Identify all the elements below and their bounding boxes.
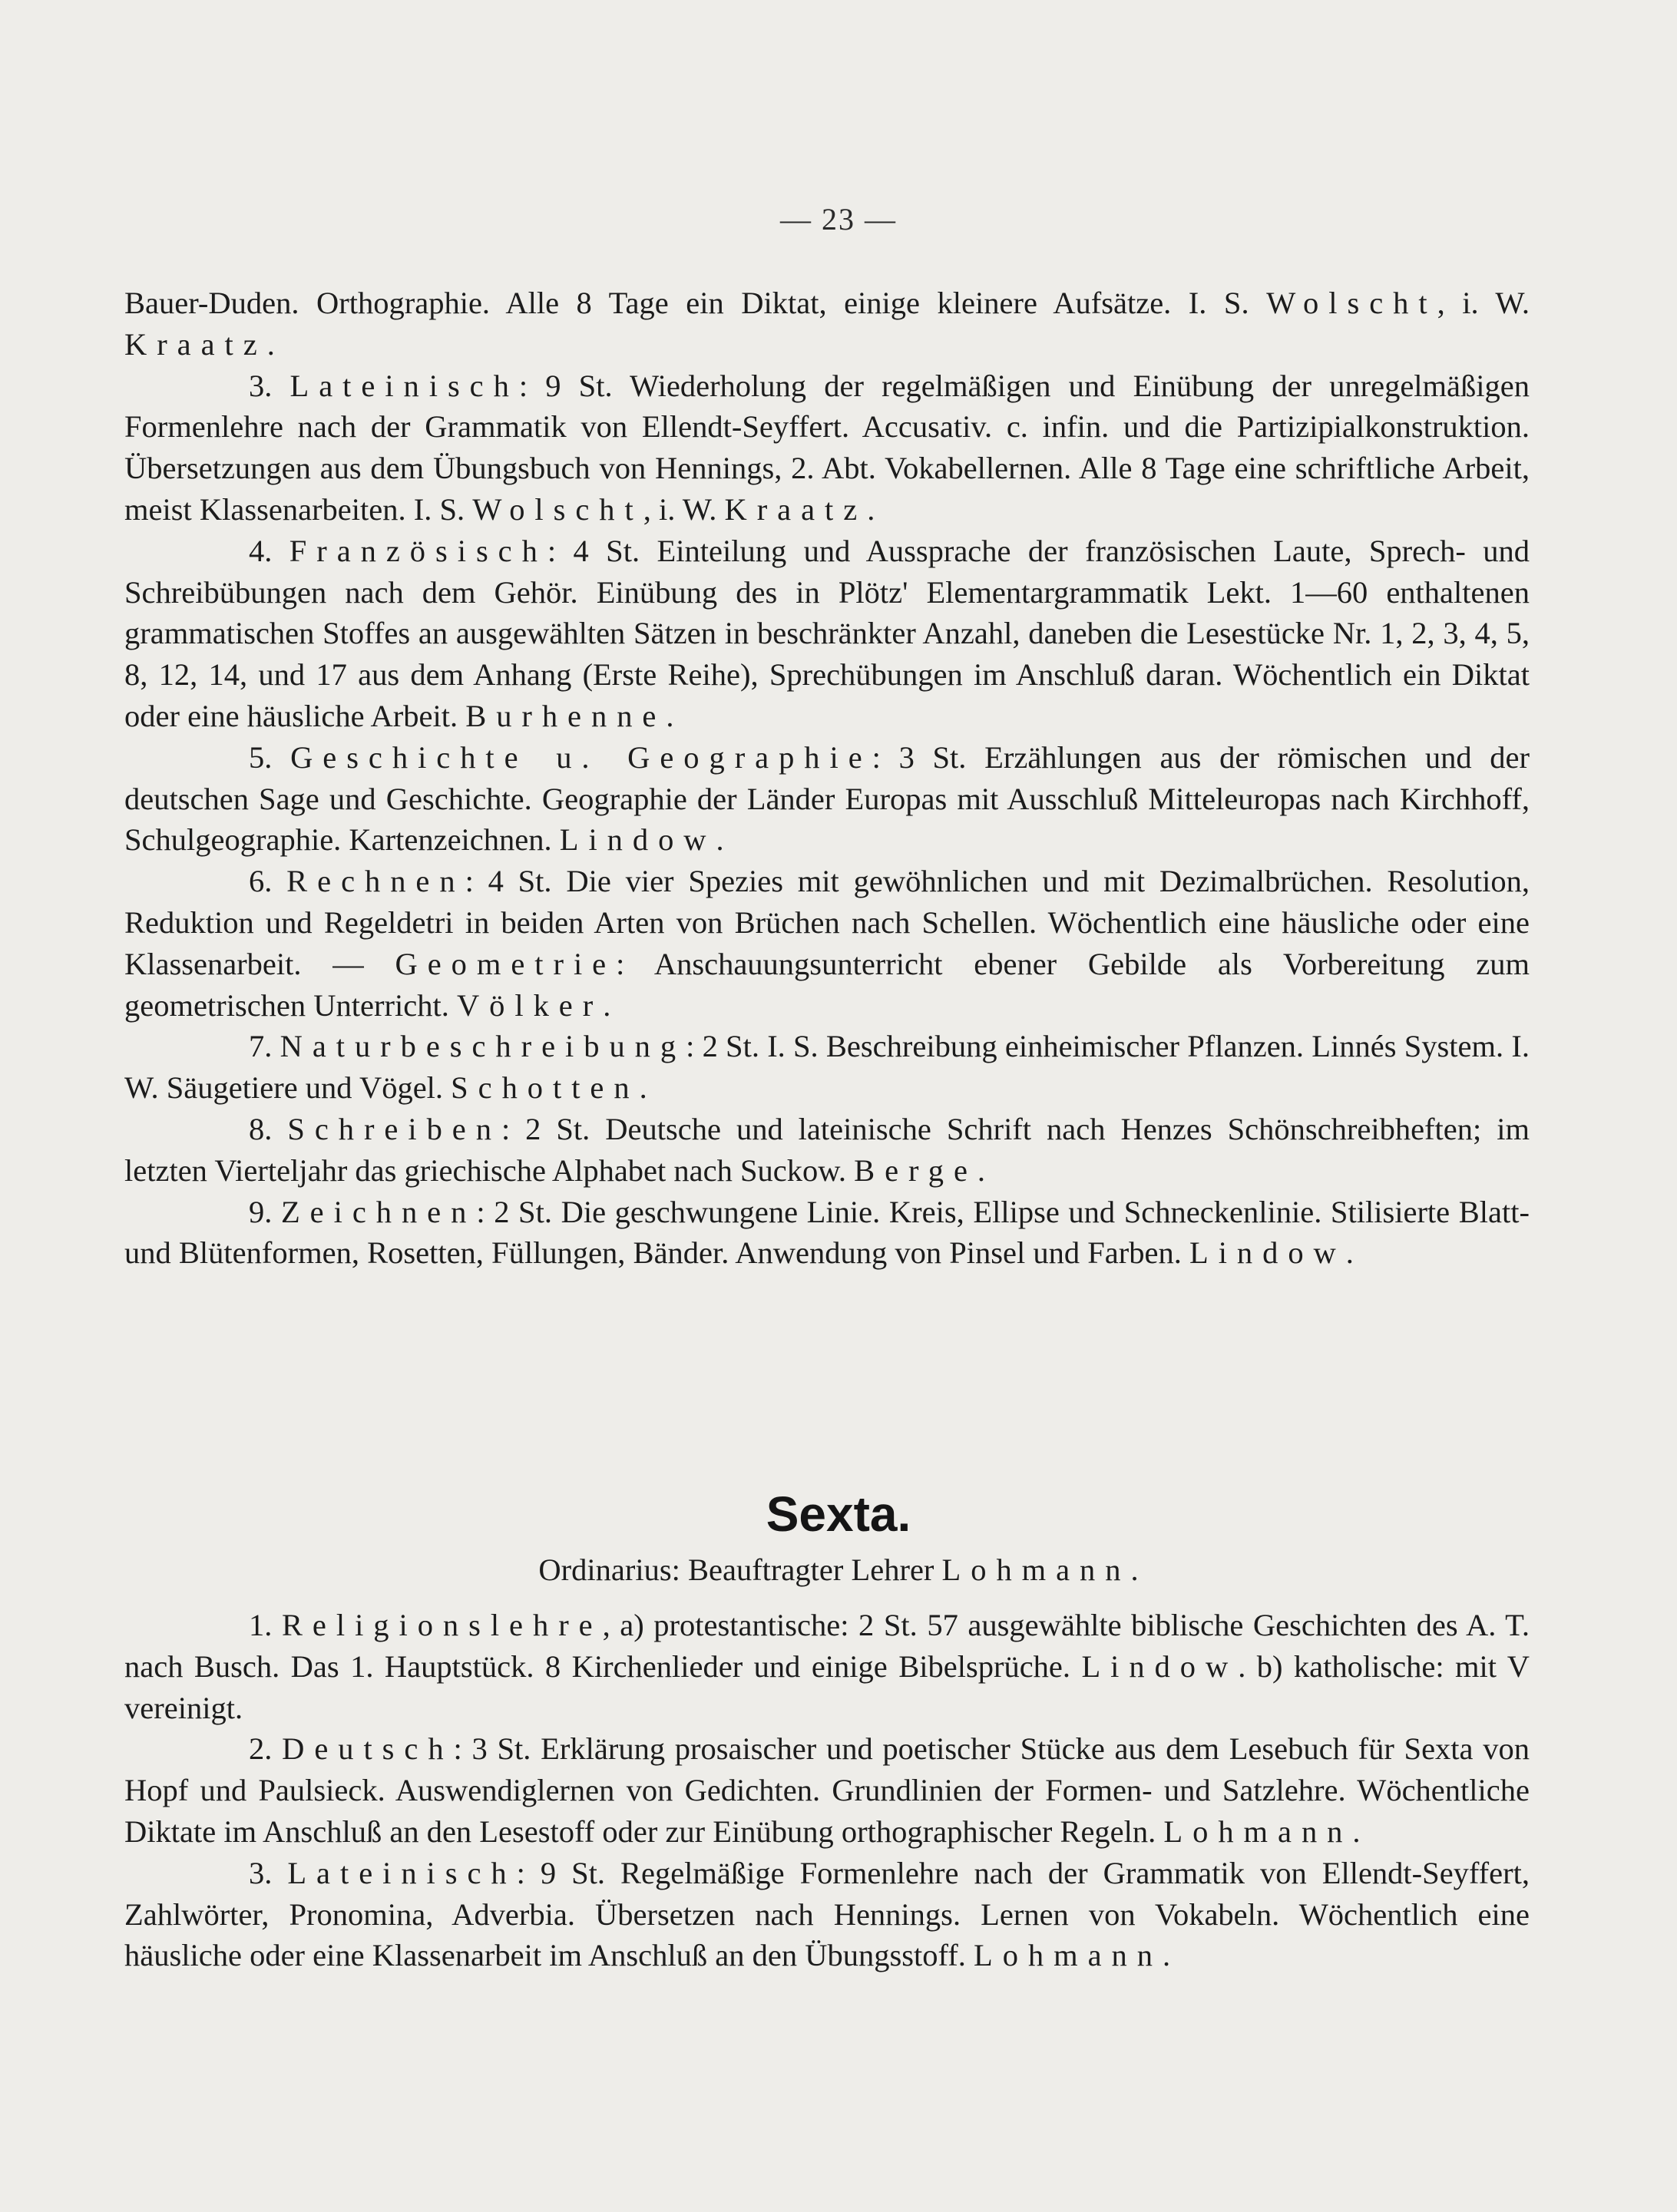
teacher-name: Lindow [1189, 1235, 1346, 1271]
subject-text: , i. W. [643, 491, 725, 527]
teacher-name: Wolscht [1266, 286, 1437, 320]
subject-name: Lateinisch [287, 1855, 517, 1890]
teacher-name: Kraatz [124, 326, 267, 362]
item-number: 6. [249, 864, 273, 899]
item-number: 3. [249, 368, 273, 403]
item-number: 3. [249, 1855, 273, 1890]
teacher-name: Burhenne [465, 698, 666, 733]
subject-name: Zeichnen [280, 1194, 477, 1229]
intro-paragraph [124, 283, 1530, 365]
item-end: . [666, 698, 674, 733]
item-end: . [716, 822, 724, 858]
subject-hours: : 4 St. [465, 864, 552, 899]
item-number: 4. [249, 533, 273, 568]
teacher-name: Lohmann [941, 1552, 1131, 1587]
teacher-name: Kraatz [724, 491, 868, 527]
subject-text: Regelmäßige Formenlehre nach der Grammatik von Ellendt-Seyffert, Zahlwörter, Pronomina, Adverbia. Übersetzen nach Hennings. Lernen von Vokabeln. Wöchentlich eine häusliche oder eine Klassenarbeit im Anschluß an den Übungsstoff. [124, 1855, 1530, 1973]
subject-hours: : 2 St. [686, 1029, 759, 1064]
subject-name: Deutsch [282, 1731, 454, 1767]
subject-paragraph-history [124, 737, 1530, 861]
intro-text: Bauer-Duden. Orthographie. Alle 8 Tage ein Diktat, einige kleinere Aufsätze. I. S. [124, 286, 1267, 320]
item-number: 9. [249, 1194, 273, 1229]
teacher-name: Lindow [559, 822, 716, 858]
teacher-name: Lindow [1081, 1648, 1239, 1684]
subject-text: Erzählungen aus der römischen und der deutschen Sage und Geschichte. Geographie der Länder Europas mit Ausschluß Mitteleuropas nach Kirchhoff, Schulgeographie. Kartenzeichnen. [124, 739, 1530, 858]
teacher-name: Völker [456, 987, 604, 1023]
item-number: 2. [249, 1731, 273, 1767]
subject-hours: : 4 St. [547, 533, 640, 568]
ordinarius-label: Ordinarius: Beauftragter Lehrer [538, 1552, 942, 1587]
sexta-curriculum [124, 1605, 1530, 1976]
item-number: 7. [249, 1029, 273, 1064]
subject-paragraph-arithmetic [124, 861, 1530, 1026]
subject-name: Geschichte u. Geographie [290, 739, 872, 775]
subject-name: Schreiben [287, 1111, 501, 1146]
subject-paragraph-drawing [124, 1192, 1530, 1275]
subject-name: Geometrie [395, 946, 617, 981]
subject-text: Einteilung und Aussprache der französischen Laute, Sprech- und Schreibübungen nach dem Gehör. Einübung des in Plötz' Elementargrammatik Lekt. 1—60 enthaltenen grammatischen Stoffes an ausgewählten Sätzen in beschränkter Anzahl, daneben die Lesestücke Nr. 1, 2, 3, 4, 5, 8, 12, 14, und 17 aus dem Anhang (Erste Reihe), Sprechübungen im Anschluß daran. Wöchentlich ein Diktat oder eine häusliche Arbeit. [124, 533, 1530, 733]
subject-name: Lateinisch [289, 368, 519, 403]
subject-hours: : 3 St. [872, 739, 967, 775]
intro-end: . [266, 326, 275, 362]
subject-hours: : 3 St. [453, 1731, 531, 1767]
item-end: . [977, 1152, 986, 1188]
subject-hours: : 9 St. [518, 368, 613, 403]
teacher-name: Schotten [451, 1070, 640, 1106]
subject-hours: : 2 St. [501, 1111, 590, 1146]
subject-paragraph-french [124, 531, 1530, 737]
subject-text: Deutsche und lateinische Schrift nach Henzes Schönschreibheften; im letzten Vierteljahr das griechische Alphabet nach Suckow. [124, 1111, 1530, 1188]
item-number: 1. [249, 1608, 273, 1642]
subject-text: I. S. Beschreibung einheimischer Pflanzen. Linnés System. I. W. Säugetiere und Vögel. [124, 1029, 1530, 1106]
ordinarius-line [0, 1549, 1677, 1591]
subject-text: Die geschwungene Linie. Kreis, Ellipse und Schneckenlinie. Stilisierte Blatt- und Blütenformen, Rosetten, Füllungen, Bänder. Anwendung von Pinsel und Farben. [124, 1194, 1530, 1271]
page-number: — 23 — [780, 202, 897, 236]
item-end: . [867, 491, 875, 527]
item-end: . [1345, 1235, 1354, 1271]
subject-text: : Anschauungsunterricht ebener Gebilde als Vorbereitung zum geometrischen Unterricht. [124, 946, 1530, 1023]
subject-paragraph-german [124, 1728, 1530, 1852]
item-number: 5. [249, 739, 273, 775]
subject-hours: : 2 St. [476, 1194, 552, 1229]
subject-paragraph-nature [124, 1026, 1530, 1109]
subject-text: . b) katholische: mit V vereinigt. [124, 1648, 1530, 1725]
item-end: . [1352, 1814, 1361, 1849]
subject-name: Naturbeschreibung [280, 1029, 686, 1064]
item-end: . [603, 987, 611, 1023]
section-heading-sexta: Sexta. [766, 1486, 911, 1542]
intro-separator: , i. W. [1437, 286, 1530, 320]
subject-text: Wiederholung der regelmäßigen und Einübung der unregelmäßigen Formenlehre nach der Grammatik von Ellendt-Seyffert. Accusativ. c. infin. und die Partizipialkonstruktion. Übersetzungen aus dem Übungsbuch von Hennings, 2. Abt. Vokabellernen. Alle 8 Tage eine schriftliche Arbeit, meist Klassenarbeiten. I. S. [124, 368, 1530, 527]
subject-paragraph-latin-sexta [124, 1853, 1530, 1976]
teacher-name: Wolscht [472, 491, 643, 527]
subject-text: Die vier Spezies mit gewöhnlichen und mit Dezimalbrüchen. Resolution, Reduktion und Regeldetri in beiden Arten von Brüchen nach Schellen. Wöchentlich eine häusliche oder eine Klassenarbeit. — [124, 864, 1530, 981]
item-number: 8. [249, 1111, 273, 1146]
teacher-name: Lohmann [1163, 1814, 1353, 1849]
subject-text: Erklärung prosaischer und poetischer Stücke aus dem Lesebuch für Sexta von Hopf und Paulsieck. Auswendiglernen von Gedichten. Grundlinien der Formen- und Satzlehre. Wöchentliche Diktate im Anschluß an den Lesestoff oder zur Einübung orthographischer Regeln. [124, 1731, 1530, 1849]
subject-name: Religionslehre [281, 1608, 603, 1642]
item-end: . [639, 1070, 647, 1106]
subject-name: Französisch [289, 533, 547, 568]
subject-hours: : 9 St. [516, 1855, 605, 1890]
ordinarius-end: . [1130, 1552, 1139, 1587]
subject-paragraph-religion [124, 1605, 1530, 1728]
subject-text: , a) protestantische: 2 St. 57 ausgewählte biblische Geschichten des A. T. nach Busch. Das 1. Hauptstück. 8 Kirchenlieder und einige Bibelsprüche. [124, 1608, 1530, 1684]
subject-paragraph-writing [124, 1109, 1530, 1192]
teacher-name: Berge [854, 1152, 977, 1188]
subject-paragraph-latin [124, 365, 1530, 531]
item-end: . [1162, 1938, 1171, 1973]
teacher-name: Lohmann [974, 1938, 1163, 1973]
subject-name: Rechnen [286, 864, 465, 899]
quinta-curriculum [124, 283, 1530, 1274]
